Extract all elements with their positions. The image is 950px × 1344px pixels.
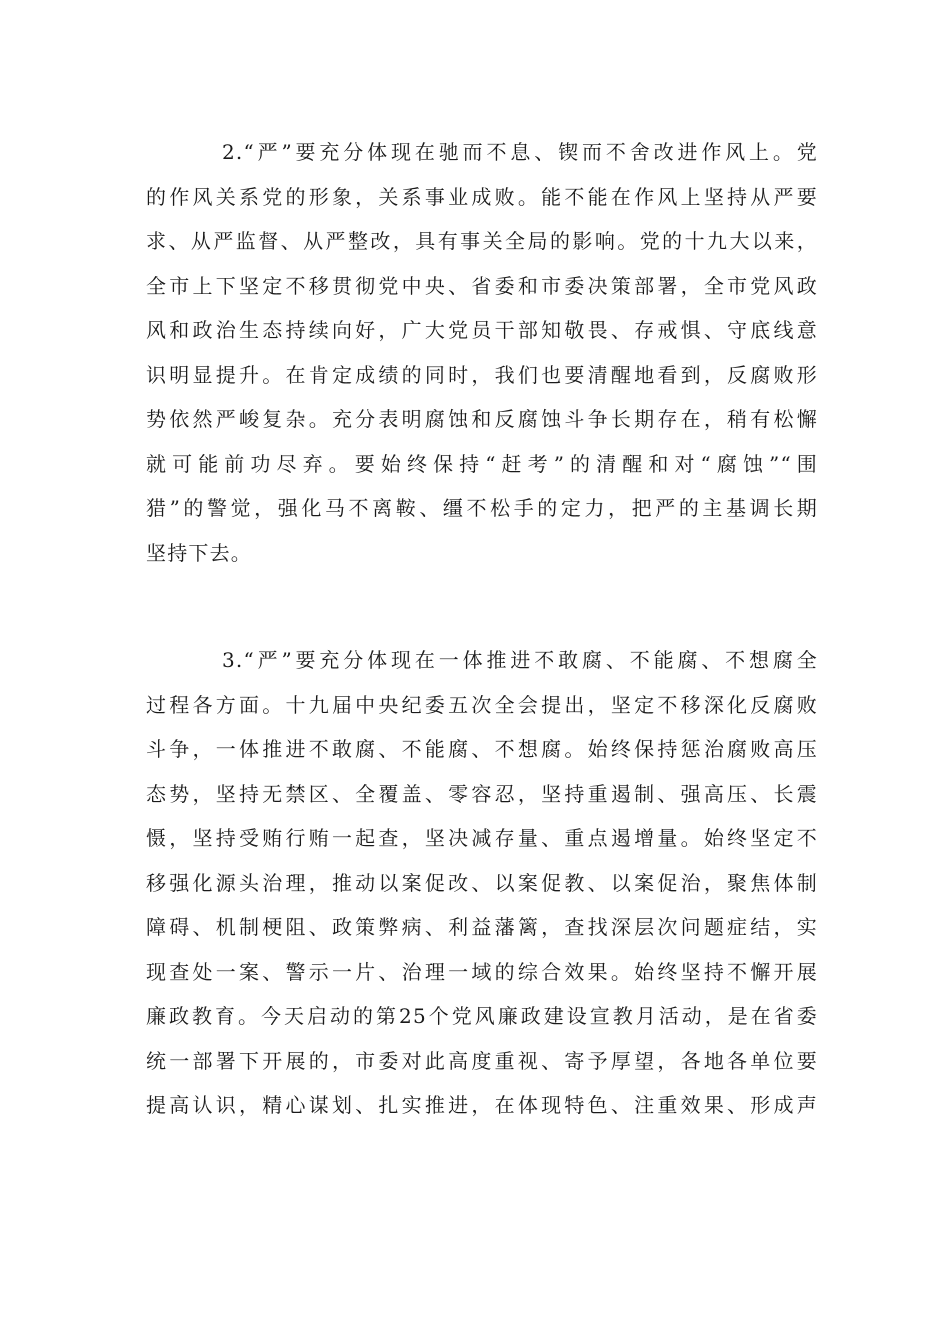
- paragraph-line: 的作风关系党的形象，关系事业成败。能不能在作风上坚持从严要: [146, 184, 818, 209]
- paragraph-line: 移强化源头治理，推动以案促改、以案促教、以案促治，聚焦体制: [146, 870, 818, 895]
- paragraph-line: 慑，坚持受贿行贿一起查，坚决减存量、重点遏增量。始终坚定不: [146, 826, 818, 850]
- paragraph-line: 态势，坚持无禁区、全覆盖、零容忍，坚持重遏制、强高压、长震: [146, 781, 818, 806]
- paragraph-line: 3.“严”要充分体现在一体推进不敢腐、不能腐、不想腐全: [222, 648, 818, 672]
- paragraph-line: 猎”的警觉，强化马不离鞍、缰不松手的定力，把严的主基调长期: [146, 496, 818, 520]
- paragraph-line: 廉政教育。今天启动的第25个党风廉政建设宣教月活动，是在省委: [146, 1004, 818, 1028]
- paragraph-2: [146, 130, 818, 575]
- paragraph-line: 坚持下去。: [146, 540, 252, 565]
- paragraph-line: 过程各方面。十九届中央纪委五次全会提出，坚定不移深化反腐败: [146, 692, 818, 717]
- paragraph-line: 求、从严监督、从严整改，具有事关全局的影响。党的十九大以来，: [146, 229, 818, 253]
- paragraph-line: 现查处一案、警示一片、治理一域的综合效果。始终坚持不懈开展: [146, 959, 818, 984]
- paragraph-line: 风和政治生态持续向好，广大党员干部知敬畏、存戒惧、守底线意: [146, 318, 818, 342]
- paragraph-line: 2.“严”要充分体现在驰而不息、锲而不舍改进作风上。党: [222, 140, 818, 164]
- paragraph-line: 斗争，一体推进不敢腐、不能腐、不想腐。始终保持惩治腐败高压: [146, 737, 818, 761]
- paragraph-line: 障碍、机制梗阻、政策弊病、利益藩篱，查找深层次问题症结，实: [146, 915, 818, 939]
- paragraph-line: 势依然严峻复杂。充分表明腐蚀和反腐蚀斗争长期存在，稍有松懈: [146, 407, 818, 431]
- paragraph-3: [146, 638, 818, 1128]
- paragraph-line: 全市上下坚定不移贯彻党中央、省委和市委决策部署，全市党风政: [146, 273, 818, 298]
- paragraph-line: 统一部署下开展的，市委对此高度重视、寄予厚望，各地各单位要: [146, 1048, 818, 1073]
- paragraph-line: 识明显提升。在肯定成绩的同时，我们也要清醒地看到，反腐败形: [146, 362, 818, 387]
- paragraph-line: 提高认识，精心谋划、扎实推进，在体现特色、注重效果、形成声: [146, 1093, 818, 1117]
- paragraph-line: 就可能前功尽弃。要始终保持“赶考”的清醒和对“腐蚀”“围: [146, 451, 818, 476]
